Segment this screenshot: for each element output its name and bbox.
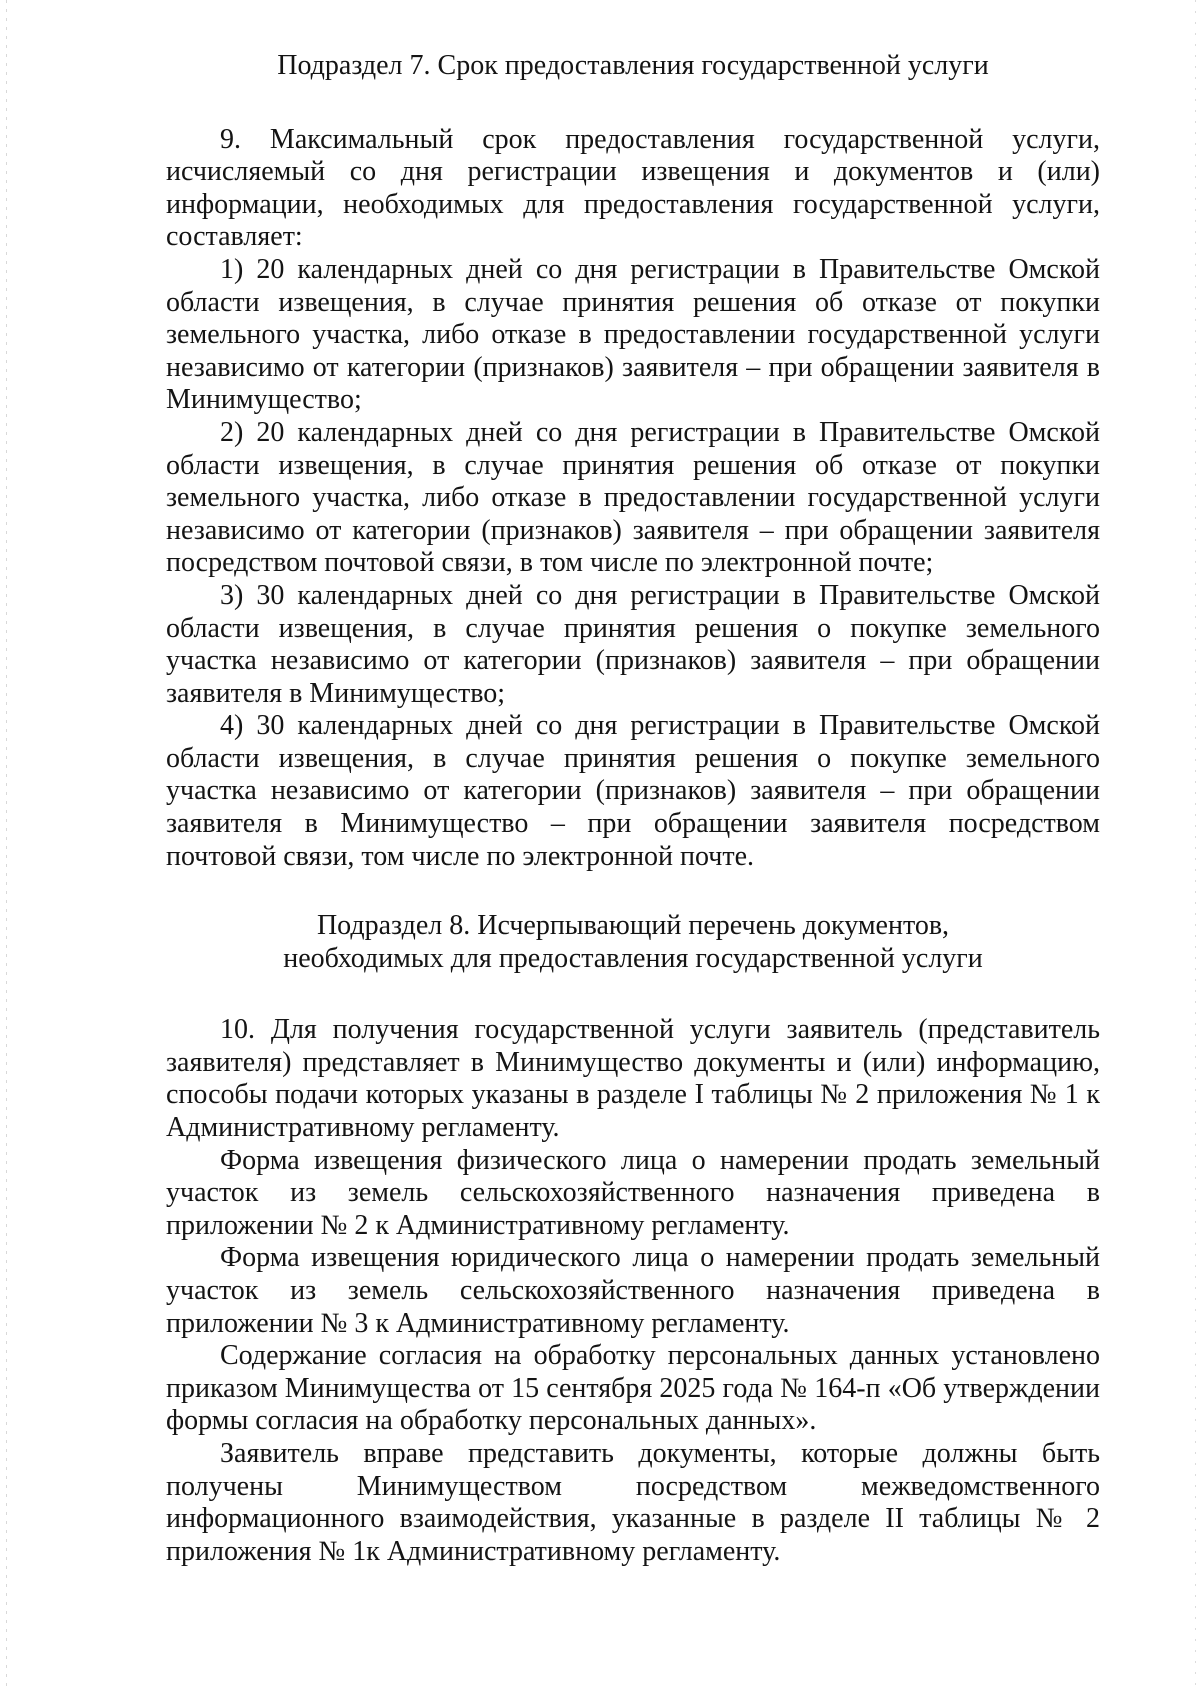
document-content — [166, 50, 1100, 1568]
scan-edge-left — [6, 0, 7, 1686]
paragraph-individual-notice-form: Форма извещения физического лица о намерении продать земельный участок из земель сельскохозяйственного назначения приведена в приложении № 2 к Административному регламенту. — [166, 1144, 1100, 1241]
section-7-heading: Подраздел 7. Срок предоставления государственной услуги — [277, 50, 989, 81]
paragraph-9: 9. Максимальный срок предоставления государственной услуги, исчисляемый со дня регистрации извещения и документов и (или) информации, необходимых для предоставления государственной услуги, составляет: — [166, 123, 1100, 253]
section-8-heading-line-1: Подраздел 8. Исчерпывающий перечень документов, — [316, 910, 950, 942]
paragraph-personal-data-consent: Содержание согласия на обработку персональных данных установлено приказом Минимущества от 15 сентября 2025 года № 164-п «Об утверждении формы согласия на обработку персональных данных». — [166, 1340, 1100, 1437]
section-8-heading-line-2: необходимых для предоставления государственной услуги — [283, 943, 983, 975]
section-7 — [166, 50, 1100, 873]
section-8 — [166, 909, 1100, 1568]
section-8-heading — [166, 909, 1100, 975]
list-item-4: 4) 30 календарных дней со дня регистрации в Правительстве Омской области извещения, в случае принятия решения о покупке земельного участка независимо от категории (признаков) заявителя – при обращении заявителя в Минимущество – при обращении заявителя посредством почтовой связи, том числе по электронной почте. — [166, 710, 1100, 872]
list-item-3: 3) 30 календарных дней со дня регистрации в Правительстве Омской области извещения, в случае принятия решения о покупке земельного участка независимо от категории (признаков) заявителя – при обращении заявителя в Минимущество; — [166, 579, 1100, 709]
paragraph-interagency-documents: Заявитель вправе представить документы, которые должны быть получены Минимуществом посредством межведомственного информационного взаимодействия, указанные в разделе II таблицы № 2 приложения № 1к Административному регламенту. — [166, 1437, 1100, 1567]
list-item-2: 2) 20 календарных дней со дня регистрации в Правительстве Омской области извещения, в случае принятия решения об отказе от покупки земельного участка, либо отказе в предоставлении государственной услуги независимо от категории (признаков) заявителя – при обращении заявителя посредством почтовой связи, в том числе по электронной почте; — [166, 416, 1100, 579]
paragraph-legal-entity-notice-form: Форма извещения юридического лица о намерении продать земельный участок из земель сельскохозяйственного назначения приведена в приложении № 3 к Административному регламенту. — [166, 1242, 1100, 1339]
list-item-1: 1) 20 календарных дней со дня регистрации в Правительстве Омской области извещения, в случае принятия решения об отказе от покупки земельного участка, либо отказе в предоставлении государственной услуги независимо от категории (признаков) заявителя – при обращении заявителя в Минимущество; — [166, 253, 1100, 416]
scan-edge-right — [1195, 0, 1196, 1686]
paragraph-10: 10. Для получения государственной услуги заявитель (представитель заявителя) представляет в Минимущество документы и (или) информацию, способы подачи которых указаны в разделе I таблицы № 2 приложения № 1 к Административному регламенту. — [166, 1014, 1100, 1144]
